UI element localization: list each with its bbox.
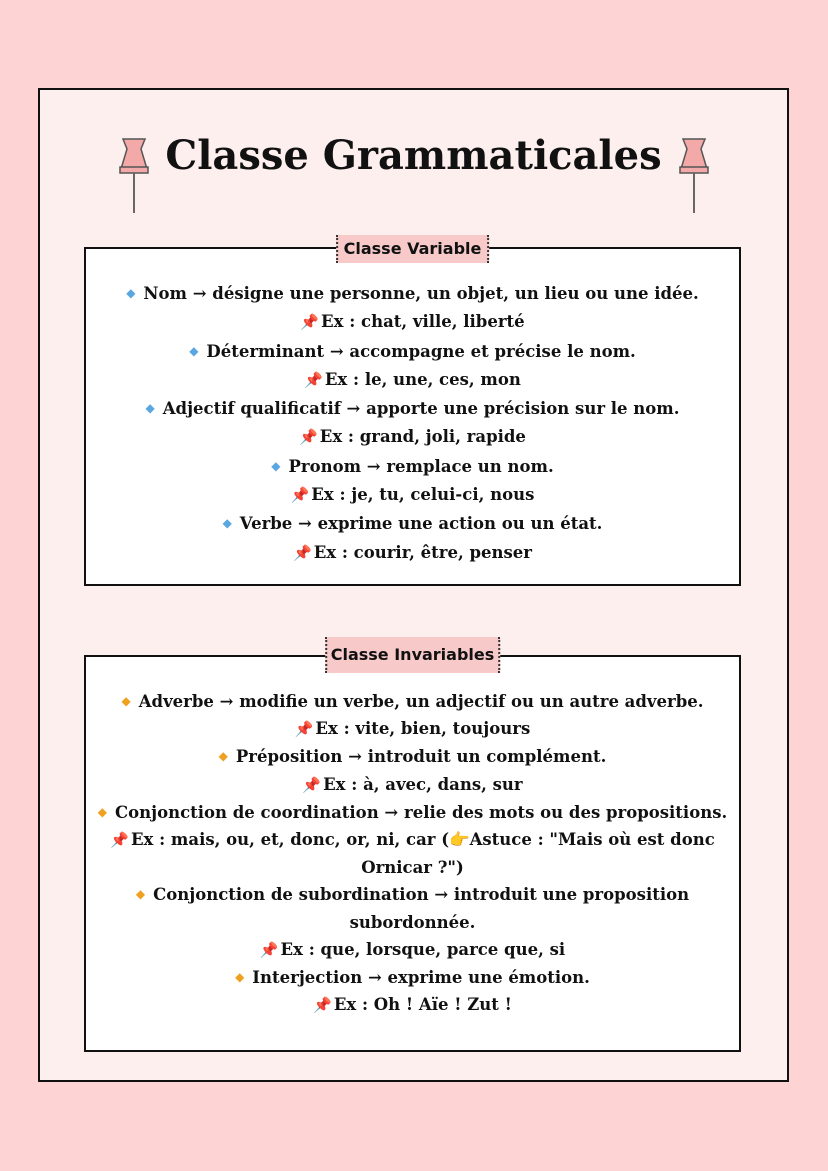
blue-diamond-icon: ◆ <box>222 516 232 531</box>
document-page <box>38 88 789 1082</box>
invariable-section <box>84 645 741 1052</box>
variable-list <box>86 279 739 567</box>
blue-diamond-icon: ◆ <box>271 458 281 473</box>
red-pushpin-icon: 📌 <box>300 313 320 332</box>
list-item: ◆ Adverbe → modifie un verbe, un adjectif ou un autre adverbe. <box>121 692 704 711</box>
list-item: ◆ Pronom → remplace un nom. <box>271 456 554 476</box>
list-item: ◆ Préposition → introduit un complément. <box>218 747 607 767</box>
invariable-list <box>86 688 739 1019</box>
orange-diamond-icon: ◆ <box>121 694 131 708</box>
example-line: 📌 Ex : grand, joli, rapide <box>299 427 526 447</box>
example-line-continued: Ornicar ?") <box>361 858 464 878</box>
pointing-hand-icon: 👉 <box>449 830 470 850</box>
blue-diamond-icon: ◆ <box>145 401 155 416</box>
blue-diamond-icon: ◆ <box>126 286 136 300</box>
list-item-continued: subordonnée. <box>349 912 476 932</box>
red-pushpin-icon: 📌 <box>293 543 312 562</box>
variable-section <box>84 239 741 586</box>
red-pushpin-icon: 📌 <box>299 428 318 447</box>
example-line: 📌 Ex : à, avec, dans, sur <box>302 774 523 794</box>
example-line: 📌 Ex : courir, être, penser <box>293 542 532 562</box>
section-label-variable: Classe Variable <box>336 235 490 263</box>
list-item: ◆ Adjectif qualificatif → apporte une précision sur le nom. <box>145 399 680 419</box>
example-line: 📌 Ex : vite, bien, toujours <box>294 719 531 739</box>
red-pushpin-icon: 📌 <box>110 831 129 850</box>
list-item: ◆ Déterminant → accompagne et précise le nom. <box>189 341 636 361</box>
red-pushpin-icon: 📌 <box>259 940 279 959</box>
orange-diamond-icon: ◆ <box>97 804 107 819</box>
red-pushpin-icon: 📌 <box>290 486 310 505</box>
example-line: 📌 Ex : chat, ville, liberté <box>300 312 525 332</box>
red-pushpin-icon: 📌 <box>304 370 323 389</box>
example-line: 📌 Ex : le, une, ces, mon <box>304 369 521 389</box>
example-line: 📌 Ex : mais, ou, et, donc, or, ni, car (👉Astuce : "Mais où est donc <box>110 830 715 850</box>
red-pushpin-icon: 📌 <box>313 996 332 1015</box>
example-line: 📌 Ex : Oh ! Aïe ! Zut ! <box>313 995 512 1015</box>
red-pushpin-icon: 📌 <box>302 775 322 794</box>
page-title: Classe Grammaticales <box>165 132 662 179</box>
red-pushpin-icon: 📌 <box>294 720 314 739</box>
orange-diamond-icon: ◆ <box>135 887 146 902</box>
blue-diamond-icon: ◆ <box>189 343 199 358</box>
list-item: ◆ Nom → désigne une personne, un objet, un lieu ou une idée. <box>126 284 699 303</box>
list-item: ◆ Interjection → exprime une émotion. <box>235 968 590 988</box>
section-label-invariable: Classe Invariables <box>325 637 501 673</box>
list-item: ◆ Conjonction de coordination → relie des mots ou des propositions. <box>97 802 728 822</box>
orange-diamond-icon: ◆ <box>218 749 228 764</box>
example-line: 📌 Ex : que, lorsque, parce que, si <box>259 939 566 959</box>
orange-diamond-icon: ◆ <box>235 970 245 985</box>
example-line: 📌 Ex : je, tu, celui-ci, nous <box>290 485 535 505</box>
list-item: ◆ Conjonction de subordination → introduit une proposition <box>135 885 690 905</box>
list-item: ◆ Verbe → exprime une action ou un état. <box>222 514 603 534</box>
